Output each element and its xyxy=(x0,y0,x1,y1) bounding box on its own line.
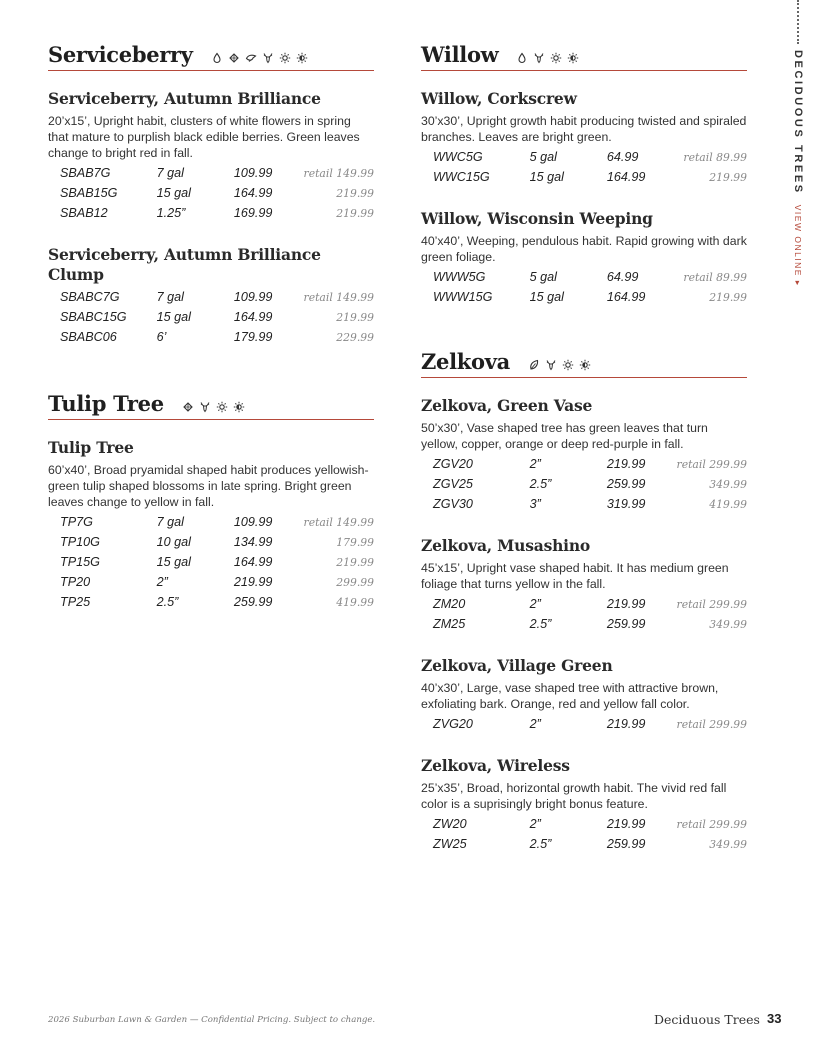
product-zelkova-wireless xyxy=(421,756,747,854)
price-table xyxy=(433,814,747,854)
partial-sun-icon xyxy=(567,52,579,64)
partial-sun-icon xyxy=(579,359,591,371)
price-table xyxy=(433,147,747,187)
item-price: 259.99 xyxy=(606,837,646,851)
item-size: 2.5” xyxy=(529,477,552,491)
item-code: ZW25 xyxy=(433,837,467,851)
item-price: 319.99 xyxy=(606,497,646,511)
product-description: 45’x15’, Upright vase shaped habit. It has medium green foliage that turns yellow in the fall. xyxy=(421,561,729,591)
price-row xyxy=(60,592,374,612)
item-price: 164.99 xyxy=(606,290,646,304)
retail-price: 349.99 xyxy=(709,837,747,851)
item-size: 15 gal xyxy=(529,290,564,304)
item-price: 169.99 xyxy=(233,206,273,220)
item-price: 64.99 xyxy=(606,150,639,164)
price-table xyxy=(433,454,747,514)
item-code: ZVG20 xyxy=(433,717,473,731)
item-size: 5 gal xyxy=(529,150,557,164)
item-code: TP25 xyxy=(60,595,91,609)
item-size: 7 gal xyxy=(156,290,184,304)
item-code: TP10G xyxy=(60,535,100,549)
price-row xyxy=(433,494,747,514)
product-title: Zelkova, Village Green xyxy=(421,656,613,675)
retail-price: 219.99 xyxy=(336,555,374,569)
product-description: 60’x40’, Broad pryamidal shaped habit produces yellowish-green tulip shaped blossoms in late spring. Bright green leaves change to yellow in fall. xyxy=(48,463,369,509)
price-row xyxy=(433,474,747,494)
item-size: 10 gal xyxy=(156,535,191,549)
leaf-icon xyxy=(528,359,540,371)
flower-icon xyxy=(228,52,240,64)
item-size: 1.25” xyxy=(156,206,186,220)
sun-icon xyxy=(279,52,291,64)
product-zelkova-musashino xyxy=(421,536,747,634)
product-description: 40’x30’, Large, vase shaped tree with attractive brown, exfoliating bark. Orange, red and yellow fall color. xyxy=(421,681,719,711)
price-row xyxy=(433,714,747,734)
item-size: 15 gal xyxy=(156,555,191,569)
item-size: 15 gal xyxy=(156,186,191,200)
retail-price: 219.99 xyxy=(336,310,374,324)
footer-section-name: Deciduous Trees xyxy=(654,1012,760,1027)
section-willow xyxy=(421,42,747,307)
retail-price: 299.99 xyxy=(336,575,374,589)
price-table xyxy=(433,714,747,734)
deer-icon xyxy=(199,401,211,413)
side-tab-dotted-rule xyxy=(797,0,799,44)
item-price: 164.99 xyxy=(233,555,273,569)
retail-price: 219.99 xyxy=(709,290,747,304)
product-zelkova-green-vase xyxy=(421,396,747,514)
price-row xyxy=(60,532,374,552)
water-drop-icon xyxy=(211,52,223,64)
item-code: ZM25 xyxy=(433,617,466,631)
bird-icon xyxy=(245,52,257,64)
price-row xyxy=(60,163,374,183)
section-serviceberry xyxy=(48,42,374,347)
price-row xyxy=(433,614,747,634)
item-size: 5 gal xyxy=(529,270,557,284)
section-title: Willow xyxy=(421,42,499,67)
price-row xyxy=(433,834,747,854)
side-tab-label: DECIDUOUS TREES xyxy=(792,50,804,195)
item-price: 164.99 xyxy=(606,170,646,184)
item-price: 164.99 xyxy=(233,310,273,324)
product-serviceberry-autumn-brilliance-clump xyxy=(48,245,374,347)
item-size: 2” xyxy=(529,457,541,471)
footer-disclaimer: 2026 Suburban Lawn & Garden — Confidential Pricing. Subject to change. xyxy=(48,1015,376,1025)
item-price: 179.99 xyxy=(233,330,273,344)
item-size: 7 gal xyxy=(156,515,184,529)
section-tulip-tree xyxy=(48,391,374,612)
retail-price: retail 89.99 xyxy=(683,150,747,164)
item-code: SBABC7G xyxy=(60,290,120,304)
retail-price: retail 299.99 xyxy=(676,457,747,471)
price-row xyxy=(60,327,374,347)
section-zelkova xyxy=(421,349,747,854)
item-price: 164.99 xyxy=(233,186,273,200)
retail-price: 349.99 xyxy=(709,477,747,491)
item-price: 219.99 xyxy=(606,457,646,471)
price-row xyxy=(433,167,747,187)
item-code: SBAB7G xyxy=(60,166,111,180)
price-row xyxy=(60,203,374,223)
item-code: WWW5G xyxy=(433,270,486,284)
retail-price: retail 299.99 xyxy=(676,597,747,611)
price-row xyxy=(433,814,747,834)
page-number: 33 xyxy=(767,1011,782,1026)
section-title: Tulip Tree xyxy=(48,391,164,416)
product-description: 50’x30’, Vase shaped tree has green leaves that turn yellow, copper, orange or deep red-purple in fall. xyxy=(421,421,708,451)
item-code: ZW20 xyxy=(433,817,467,831)
price-row xyxy=(433,267,747,287)
item-price: 134.99 xyxy=(233,535,273,549)
item-code: ZGV30 xyxy=(433,497,473,511)
item-size: 2.5” xyxy=(529,837,552,851)
price-row xyxy=(60,552,374,572)
retail-price: 219.99 xyxy=(336,186,374,200)
product-description: 25’x35’, Broad, horizontal growth habit. The vivid red fall color is a suprisingly bright bonus feature. xyxy=(421,781,727,811)
item-size: 2” xyxy=(529,717,541,731)
growing-icons xyxy=(182,401,245,413)
price-row xyxy=(433,287,747,307)
retail-price: 419.99 xyxy=(709,497,747,511)
item-code: ZGV20 xyxy=(433,457,473,471)
product-tulip-tree xyxy=(48,438,374,612)
retail-price: 419.99 xyxy=(336,595,374,609)
item-size: 2” xyxy=(529,597,541,611)
section-header xyxy=(421,349,747,378)
section-header xyxy=(421,42,747,71)
price-row xyxy=(433,147,747,167)
growing-icons xyxy=(211,52,308,64)
item-code: SBAB12 xyxy=(60,206,108,220)
partial-sun-icon xyxy=(233,401,245,413)
retail-price: retail 89.99 xyxy=(683,270,747,284)
item-code: SBAB15G xyxy=(60,186,118,200)
product-title: Willow, Corkscrew xyxy=(421,89,577,108)
item-price: 109.99 xyxy=(233,166,273,180)
product-title: Serviceberry, Autumn Brilliance Clump xyxy=(48,245,321,284)
item-size: 2” xyxy=(156,575,168,589)
section-title: Serviceberry xyxy=(48,42,193,67)
item-code: WWW15G xyxy=(433,290,493,304)
item-code: ZM20 xyxy=(433,597,466,611)
price-table xyxy=(433,594,747,634)
price-row xyxy=(60,307,374,327)
item-size: 3” xyxy=(529,497,541,511)
retail-price: retail 299.99 xyxy=(676,717,747,731)
product-zelkova-village-green xyxy=(421,656,747,734)
item-price: 259.99 xyxy=(606,617,646,631)
section-header xyxy=(48,42,374,71)
view-online-link[interactable]: VIEW ONLINE ▸ xyxy=(793,204,804,287)
flower-icon xyxy=(182,401,194,413)
item-size: 2” xyxy=(529,817,541,831)
deer-icon xyxy=(262,52,274,64)
retail-price: 349.99 xyxy=(709,617,747,631)
item-code: WWC5G xyxy=(433,150,483,164)
price-row xyxy=(60,572,374,592)
right-column xyxy=(421,42,747,854)
item-size: 15 gal xyxy=(529,170,564,184)
retail-price: retail 149.99 xyxy=(303,166,374,180)
item-price: 109.99 xyxy=(233,290,273,304)
item-code: TP15G xyxy=(60,555,100,569)
section-header xyxy=(48,391,374,420)
price-row xyxy=(433,454,747,474)
item-code: ZGV25 xyxy=(433,477,473,491)
item-code: TP20 xyxy=(60,575,91,589)
price-table xyxy=(433,267,747,307)
product-title: Zelkova, Green Vase xyxy=(421,396,593,415)
sun-icon xyxy=(216,401,228,413)
product-description: 40’x40’, Weeping, pendulous habit. Rapid growing with dark green foliage. xyxy=(421,234,747,264)
price-table xyxy=(60,287,374,347)
retail-price: 179.99 xyxy=(336,535,374,549)
retail-price: retail 149.99 xyxy=(303,290,374,304)
retail-price: retail 299.99 xyxy=(676,817,747,831)
item-price: 64.99 xyxy=(606,270,639,284)
item-code: SBABC06 xyxy=(60,330,117,344)
water-drop-icon xyxy=(516,52,528,64)
retail-price: retail 149.99 xyxy=(303,515,374,529)
product-willow-wisconsin-weeping xyxy=(421,209,747,307)
product-title: Zelkova, Musashino xyxy=(421,536,591,555)
retail-price: 219.99 xyxy=(709,170,747,184)
deer-icon xyxy=(545,359,557,371)
price-table xyxy=(60,512,374,612)
item-price: 219.99 xyxy=(606,717,646,731)
item-price: 259.99 xyxy=(606,477,646,491)
retail-price: 229.99 xyxy=(336,330,374,344)
item-code: SBABC15G xyxy=(60,310,127,324)
product-title: Zelkova, Wireless xyxy=(421,756,570,775)
item-size: 6’ xyxy=(156,330,167,344)
price-table xyxy=(60,163,374,223)
item-price: 219.99 xyxy=(606,817,646,831)
growing-icons xyxy=(516,52,579,64)
growing-icons xyxy=(528,359,591,371)
section-side-tab xyxy=(790,0,806,287)
item-price: 219.99 xyxy=(233,575,273,589)
product-serviceberry-autumn-brilliance xyxy=(48,89,374,223)
item-size: 2.5” xyxy=(156,595,179,609)
sun-icon xyxy=(562,359,574,371)
item-price: 109.99 xyxy=(233,515,273,529)
price-row xyxy=(60,512,374,532)
product-title: Willow, Wisconsin Weeping xyxy=(421,209,653,228)
product-willow-corkscrew xyxy=(421,89,747,187)
item-price: 219.99 xyxy=(606,597,646,611)
deer-icon xyxy=(533,52,545,64)
side-tab-text xyxy=(792,50,804,287)
item-size: 15 gal xyxy=(156,310,191,324)
item-code: TP7G xyxy=(60,515,93,529)
product-title: Serviceberry, Autumn Brilliance xyxy=(48,89,321,108)
price-row xyxy=(60,183,374,203)
retail-price: 219.99 xyxy=(336,206,374,220)
sun-icon xyxy=(550,52,562,64)
partial-sun-icon xyxy=(296,52,308,64)
item-code: WWC15G xyxy=(433,170,490,184)
price-row xyxy=(60,287,374,307)
product-description: 30’x30’, Upright growth habit producing twisted and spiraled branches. Leaves are bright green. xyxy=(421,114,747,144)
product-title: Tulip Tree xyxy=(48,438,134,457)
price-row xyxy=(433,594,747,614)
item-price: 259.99 xyxy=(233,595,273,609)
section-title: Zelkova xyxy=(421,349,510,374)
product-description: 20’x15’, Upright habit, clusters of white flowers in spring that mature to purplish black edible berries. Green leaves change to bright red in fall. xyxy=(48,114,360,160)
item-size: 2.5” xyxy=(529,617,552,631)
item-size: 7 gal xyxy=(156,166,184,180)
left-column xyxy=(48,42,374,612)
